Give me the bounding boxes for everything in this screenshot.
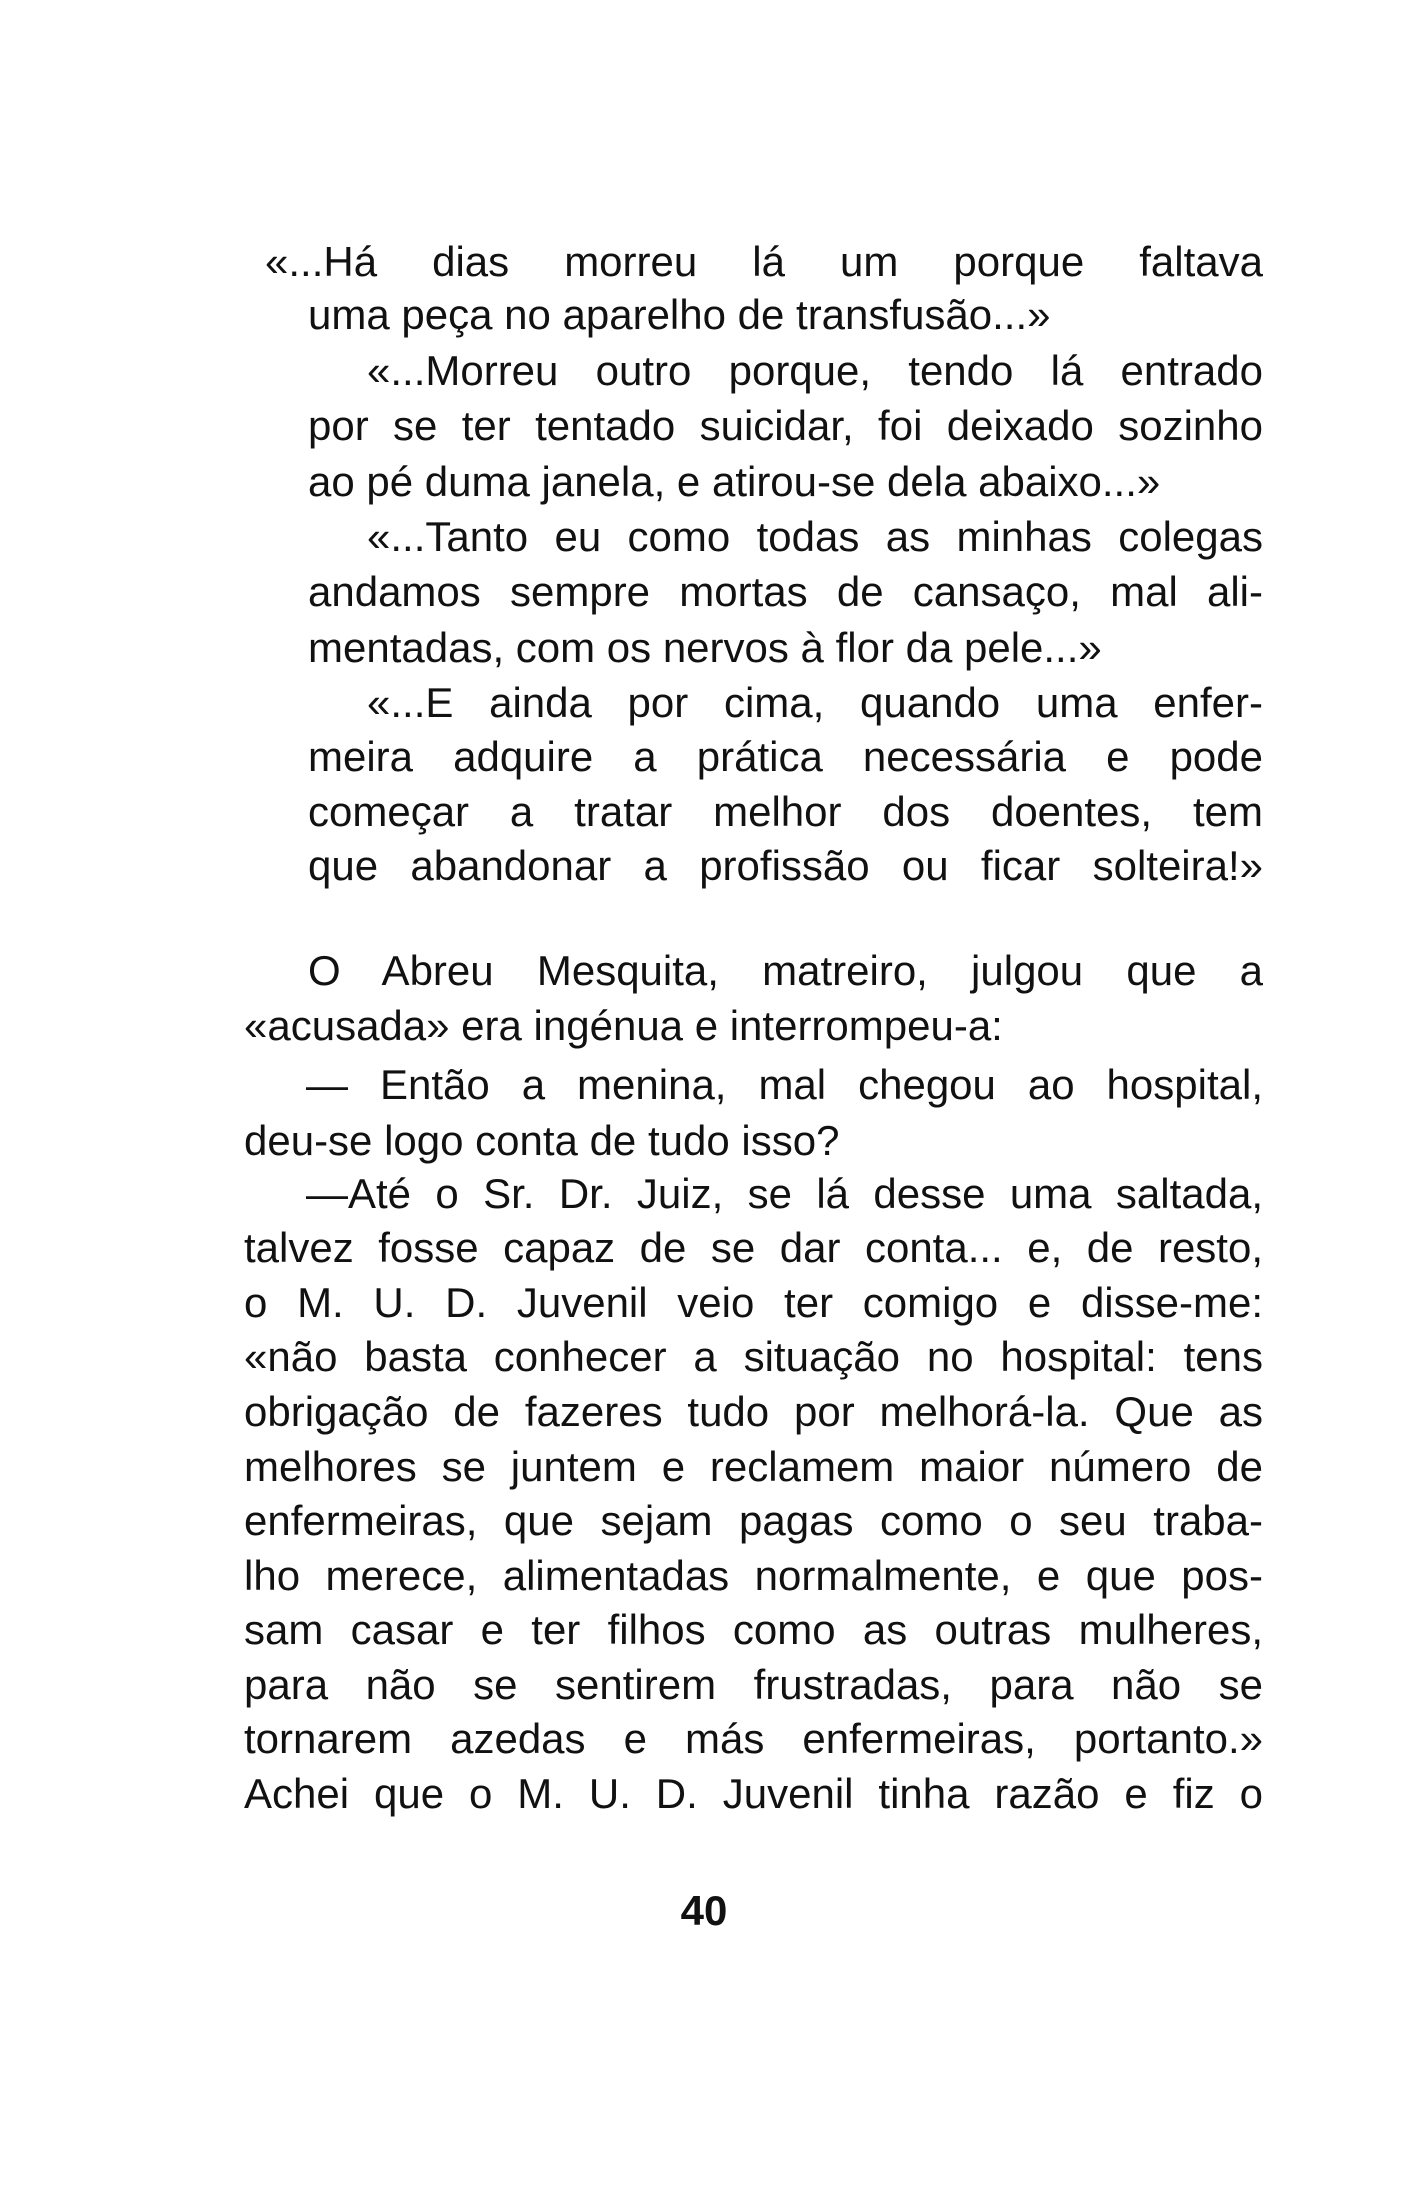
text-line: lho merece, alimentadas normalmente, e que pos- <box>244 1552 1263 1599</box>
text-line: sam casar e ter filhos como as outras mulheres, <box>244 1606 1263 1653</box>
text-line: que abandonar a profissão ou ficar solteira!» <box>308 842 1263 889</box>
text-line: mentadas, com os nervos à flor da pele...» <box>308 624 1102 671</box>
text-line: ao pé duma janela, e atirou-se dela abaixo...» <box>308 458 1161 505</box>
text-line: uma peça no aparelho de transfusão...» <box>308 291 1051 338</box>
text-line: — Então a menina, mal chegou ao hospital, <box>306 1061 1263 1108</box>
text-line: obrigação de fazeres tudo por melhorá-la. Que as <box>244 1388 1263 1435</box>
text-line: andamos sempre mortas de cansaço, mal ali- <box>308 568 1263 615</box>
text-line: —Até o Sr. Dr. Juiz, se lá desse uma saltada, <box>306 1170 1263 1217</box>
text-line: enfermeiras, que sejam pagas como o seu traba- <box>244 1497 1263 1544</box>
text-line: tornarem azedas e más enfermeiras, portanto.» <box>244 1715 1263 1762</box>
text-line: melhores se juntem e reclamem maior número de <box>244 1443 1263 1490</box>
text-line: «acusada» era ingénua e interrompeu-a: <box>244 1002 1003 1049</box>
text-line: O Abreu Mesquita, matreiro, julgou que a <box>308 947 1263 994</box>
page-number: 40 <box>680 1887 728 1934</box>
text-line: talvez fosse capaz de se dar conta... e, de resto, <box>244 1224 1263 1271</box>
text-line: começar a tratar melhor dos doentes, tem <box>308 788 1263 835</box>
text-line: deu-se logo conta de tudo isso? <box>244 1117 840 1164</box>
text-line: meira adquire a prática necessária e pode <box>308 733 1263 780</box>
text-line: Achei que o M. U. D. Juvenil tinha razão e fiz o <box>244 1770 1263 1817</box>
text-line: o M. U. D. Juvenil veio ter comigo e disse-me: <box>244 1279 1263 1326</box>
text-line: «...Há dias morreu lá um porque faltava <box>265 238 1263 285</box>
text-line: «...Tanto eu como todas as minhas colegas <box>367 513 1263 560</box>
text-line: por se ter tentado suicidar, foi deixado sozinho <box>308 402 1263 449</box>
text-line: para não se sentirem frustradas, para não se <box>244 1661 1263 1708</box>
text-line: «...E ainda por cima, quando uma enfer- <box>367 679 1263 726</box>
text-line: «não basta conhecer a situação no hospital: tens <box>244 1333 1263 1380</box>
text-line: «...Morreu outro porque, tendo lá entrado <box>367 347 1263 394</box>
